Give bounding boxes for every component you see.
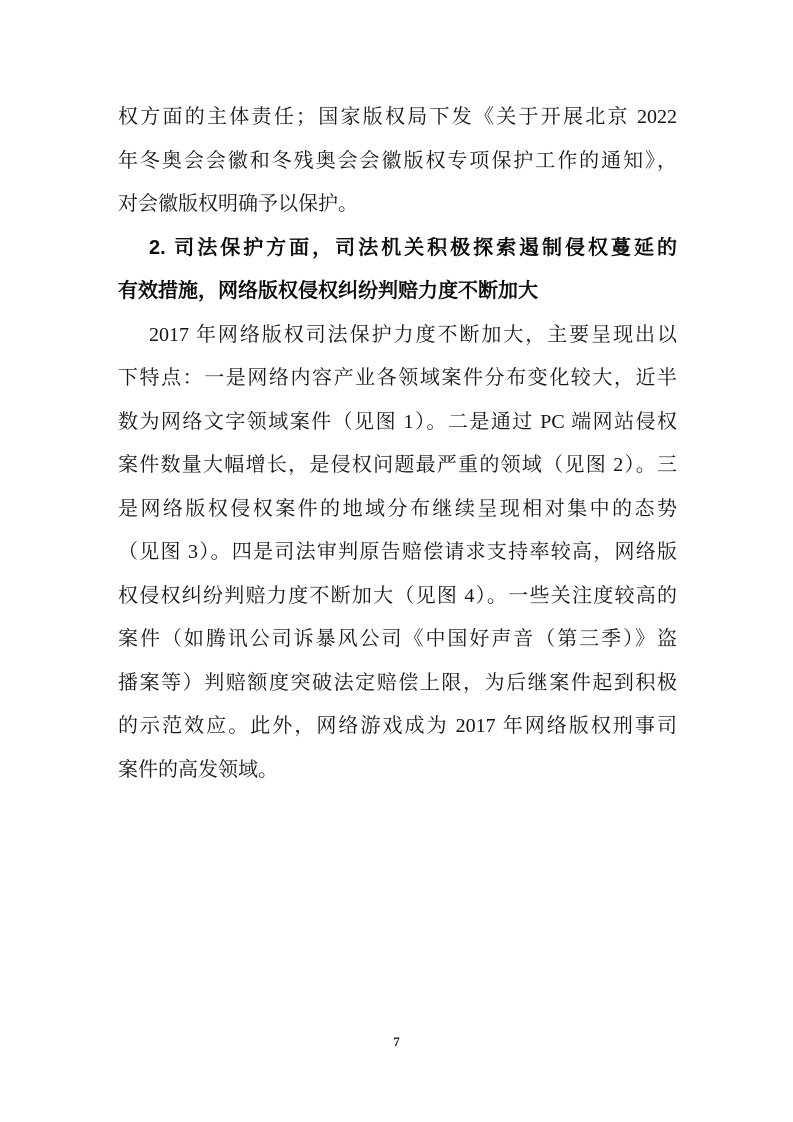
body-text-line: 2017 年网络版权司法保护力度不断加大，主要呈现出以 [149, 323, 677, 346]
body-text-line: 案件（如腾讯公司诉暴风公司《中国好声音（第三季）》盗 [118, 628, 677, 650]
body-text-line: 播案等）判赔额度突破法定赔偿上限，为后继案件起到积极 [118, 671, 677, 694]
body-text-line: （见图 3）。四是司法审判原告赔偿请求支持率较高，网络版 [118, 541, 677, 563]
body-text-line: 的示范效应。此外，网络游戏成为 2017 年网络版权刑事司 [118, 715, 677, 737]
body-text-line: 下特点：一是网络内容产业各领域案件分布变化较大，近半 [118, 367, 677, 389]
text-block [118, 96, 677, 792]
body-text-line: 是网络版权侵权案件的地域分布继续呈现相对集中的态势 [118, 497, 677, 520]
heading-line: 有效措施，网络版权侵权纠纷判赔力度不断加大 [118, 280, 538, 302]
body-text-line: 权侵权纠纷判赔力度不断加大（见图 4）。一些关注度较高的 [118, 584, 677, 607]
body-text-line: 年冬奥会会徽和冬残奥会会徽版权专项保护工作的通知》， [118, 149, 677, 172]
body-text-line: 对会徽版权明确予以保护。 [118, 193, 358, 215]
body-text-line: 数为网络文字领域案件（见图 1）。二是通过 PC 端网站侵权 [118, 410, 677, 433]
body-text-line: 案件数量大幅增长，是侵权问题最严重的领域（见图 2）。三 [118, 454, 677, 476]
page-number: 7 [393, 1034, 400, 1049]
body-text-line: 案件的高发领域。 [118, 758, 278, 781]
heading-line: 2. 司法保护方面，司法机关积极探索遏制侵权蔓延的 [149, 236, 677, 259]
body-text-line: 权方面的主体责任；国家版权局下发《关于开展北京 2022 [118, 106, 677, 128]
